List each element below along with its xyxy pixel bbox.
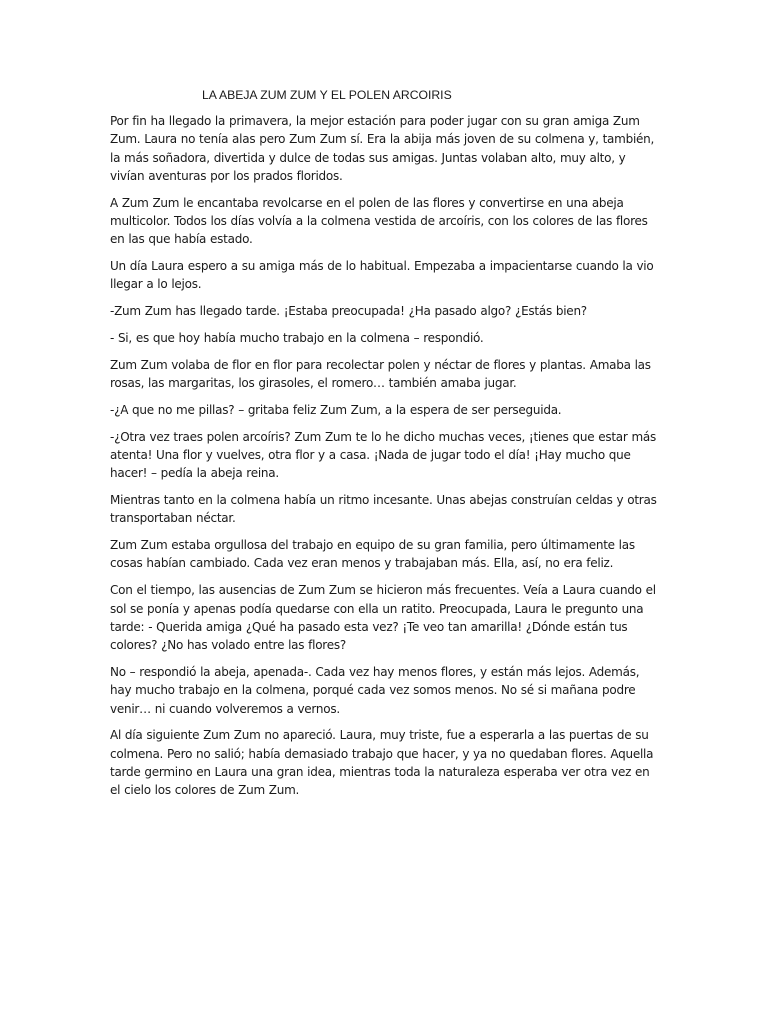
paragraph: Zum Zum volaba de flor en flor para recolectar polen y néctar de flores y plantas. Amaba las rosas, las margaritas, los girasoles, el romero… también amaba jugar. [110,357,651,391]
paragraph: Con el tiempo, las ausencias de Zum Zum se hicieron más frecuentes. Veía a Laura cuando el sol se ponía y apenas podía quedarse con ella un ratito. Preocupada, Laura le pregunto una tarde: - Querida amiga ¿Qué ha pasado esta vez? ¡Te veo tan amarilla! ¿Dónde están tus colores? ¿No has volado entre las flores? [110,583,656,653]
paragraph: Al día siguiente Zum Zum no apareció. Laura, muy triste, fue a esperarla a las puertas de su colmena. Pero no salió; había demasiado trabajo que hacer, y ya no quedaban flores. Aquella tarde germino en Laura una gran idea, mientras toda la naturaleza esperaba ver otra vez en el cielo los colores de Zum Zum. [110,728,654,798]
paragraph: -Zum Zum has llegado tarde. ¡Estaba preocupada! ¿Ha pasado algo? ¿Estás bien? [110,304,587,319]
paragraph: A Zum Zum le encantaba revolcarse en el polen de las flores y convertirse en una abeja multicolor. Todos los días volvía a la colmena vestida de arcoíris, con los colores de las flores en las que había estado. [110,195,648,247]
document-title: LA ABEJA ZUM ZUM Y EL POLEN ARCOIRIS [202,88,452,102]
paragraph: Zum Zum estaba orgullosa del trabajo en equipo de su gran familia, pero últimamente las cosas habían cambiado. Cada vez eran menos y trabajaban más. Ella, así, no era feliz. [110,538,635,571]
paragraph: Por fin ha llegado la primavera, la mejor estación para poder jugar con su gran amiga Zum Zum. Laura no tenía alas pero Zum Zum sí. Era la abija más joven de su colmena y, también, la más soñadora, divertida y dulce de todas sus amigas. Juntas volaban alto, muy alto, y vivían aventuras por los prados floridos. [110,114,655,183]
paragraph: -¿Otra vez traes polen arcoíris? Zum Zum te lo he dicho muchas veces, ¡tienes que estar más atenta! Una flor y vuelves, otra flor y a casa. ¡Nada de jugar todo el día! ¡Hay mucho que hacer! – pedía la abeja reina. [110,429,657,481]
paragraph: No – respondió la abeja, apenada-. Cada vez hay menos flores, y están más lejos. Además, hay mucho trabajo en la colmena, porqué cada vez somos menos. No sé si mañana podre venir… ni cuando volveremos a vernos. [110,664,640,716]
paragraph: Mientras tanto en la colmena había un ritmo incesante. Unas abejas construían celdas y otras transportaban néctar. [110,493,657,526]
paragraph: Un día Laura espero a su amiga más de lo habitual. Empezaba a impacientarse cuando la vio llegar a lo lejos. [110,259,654,292]
paragraph: -¿A que no me pillas? – gritaba feliz Zum Zum, a la espera de ser perseguida. [110,402,562,417]
paragraph: - Si, es que hoy había mucho trabajo en la colmena – respondió. [110,330,484,345]
document-body [110,112,658,808]
